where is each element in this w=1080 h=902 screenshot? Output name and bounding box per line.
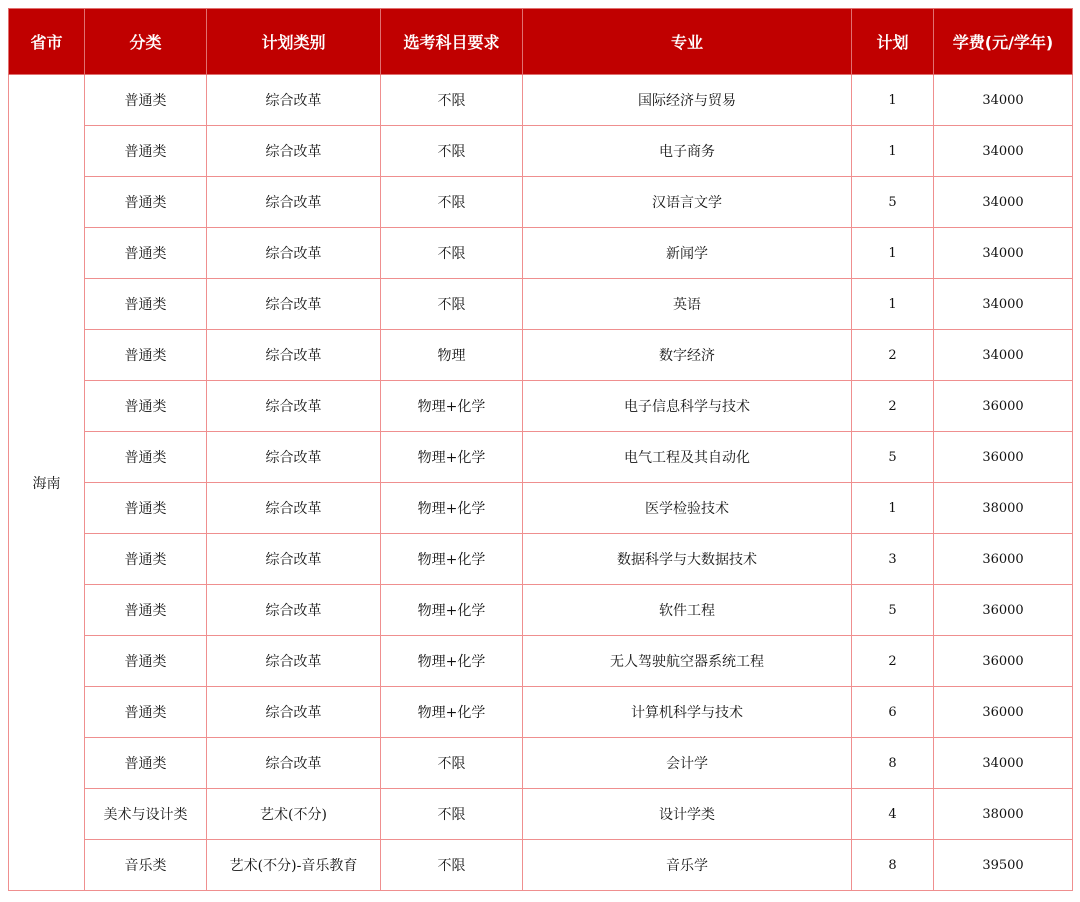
category-cell: 音乐类 bbox=[85, 840, 207, 891]
table-row bbox=[9, 585, 1073, 636]
plan-count-cell: 1 bbox=[852, 75, 934, 126]
major-cell: 电子信息科学与技术 bbox=[523, 381, 852, 432]
category-cell: 普通类 bbox=[85, 75, 207, 126]
major-cell: 英语 bbox=[523, 279, 852, 330]
category-cell: 普通类 bbox=[85, 126, 207, 177]
table-row bbox=[9, 279, 1073, 330]
plan-type-cell: 综合改革 bbox=[207, 738, 381, 789]
category-cell: 美术与设计类 bbox=[85, 789, 207, 840]
plan-type-cell: 综合改革 bbox=[207, 432, 381, 483]
major-cell: 国际经济与贸易 bbox=[523, 75, 852, 126]
subject-requirement-cell: 物理+化学 bbox=[381, 585, 523, 636]
category-cell: 普通类 bbox=[85, 483, 207, 534]
subject-requirement-cell: 物理+化学 bbox=[381, 636, 523, 687]
category-cell: 普通类 bbox=[85, 177, 207, 228]
category-cell: 普通类 bbox=[85, 381, 207, 432]
plan-type-cell: 综合改革 bbox=[207, 636, 381, 687]
table-row bbox=[9, 177, 1073, 228]
plan-count-cell: 3 bbox=[852, 534, 934, 585]
plan-type-cell: 综合改革 bbox=[207, 687, 381, 738]
subject-requirement-cell: 不限 bbox=[381, 177, 523, 228]
subject-requirement-cell: 不限 bbox=[381, 789, 523, 840]
header-plan-type: 计划类别 bbox=[207, 9, 381, 75]
subject-requirement-cell: 不限 bbox=[381, 738, 523, 789]
plan-count-cell: 8 bbox=[852, 738, 934, 789]
major-cell: 无人驾驶航空器系统工程 bbox=[523, 636, 852, 687]
plan-count-cell: 2 bbox=[852, 330, 934, 381]
tuition-cell: 38000 bbox=[934, 789, 1073, 840]
major-cell: 软件工程 bbox=[523, 585, 852, 636]
table-header bbox=[9, 9, 1073, 75]
plan-count-cell: 1 bbox=[852, 228, 934, 279]
plan-type-cell: 综合改革 bbox=[207, 177, 381, 228]
header-major: 专业 bbox=[523, 9, 852, 75]
header-row bbox=[9, 9, 1073, 75]
plan-type-cell: 综合改革 bbox=[207, 381, 381, 432]
table-row bbox=[9, 687, 1073, 738]
table-row bbox=[9, 840, 1073, 891]
tuition-cell: 34000 bbox=[934, 228, 1073, 279]
plan-count-cell: 2 bbox=[852, 381, 934, 432]
header-category: 分类 bbox=[85, 9, 207, 75]
table-row bbox=[9, 738, 1073, 789]
category-cell: 普通类 bbox=[85, 534, 207, 585]
tuition-cell: 36000 bbox=[934, 687, 1073, 738]
category-cell: 普通类 bbox=[85, 228, 207, 279]
category-cell: 普通类 bbox=[85, 279, 207, 330]
province-cell: 海南 bbox=[9, 75, 85, 891]
tuition-cell: 38000 bbox=[934, 483, 1073, 534]
subject-requirement-cell: 物理+化学 bbox=[381, 381, 523, 432]
plan-type-cell: 综合改革 bbox=[207, 483, 381, 534]
subject-requirement-cell: 不限 bbox=[381, 75, 523, 126]
category-cell: 普通类 bbox=[85, 330, 207, 381]
plan-count-cell: 2 bbox=[852, 636, 934, 687]
tuition-cell: 34000 bbox=[934, 279, 1073, 330]
table-row bbox=[9, 483, 1073, 534]
subject-requirement-cell: 不限 bbox=[381, 840, 523, 891]
plan-count-cell: 5 bbox=[852, 585, 934, 636]
tuition-cell: 39500 bbox=[934, 840, 1073, 891]
header-subject-requirement: 选考科目要求 bbox=[381, 9, 523, 75]
plan-type-cell: 综合改革 bbox=[207, 330, 381, 381]
header-tuition: 学费(元/学年) bbox=[934, 9, 1073, 75]
major-cell: 数据科学与大数据技术 bbox=[523, 534, 852, 585]
subject-requirement-cell: 不限 bbox=[381, 228, 523, 279]
tuition-cell: 36000 bbox=[934, 432, 1073, 483]
major-cell: 设计学类 bbox=[523, 789, 852, 840]
major-cell: 新闻学 bbox=[523, 228, 852, 279]
table-body bbox=[9, 75, 1073, 891]
subject-requirement-cell: 物理 bbox=[381, 330, 523, 381]
plan-count-cell: 1 bbox=[852, 126, 934, 177]
table-row bbox=[9, 228, 1073, 279]
plan-count-cell: 5 bbox=[852, 177, 934, 228]
header-province: 省市 bbox=[9, 9, 85, 75]
major-cell: 会计学 bbox=[523, 738, 852, 789]
table-row bbox=[9, 534, 1073, 585]
table-row bbox=[9, 381, 1073, 432]
major-cell: 计算机科学与技术 bbox=[523, 687, 852, 738]
major-cell: 电气工程及其自动化 bbox=[523, 432, 852, 483]
table-row bbox=[9, 432, 1073, 483]
category-cell: 普通类 bbox=[85, 585, 207, 636]
subject-requirement-cell: 物理+化学 bbox=[381, 432, 523, 483]
plan-type-cell: 综合改革 bbox=[207, 75, 381, 126]
tuition-cell: 34000 bbox=[934, 177, 1073, 228]
subject-requirement-cell: 物理+化学 bbox=[381, 483, 523, 534]
category-cell: 普通类 bbox=[85, 636, 207, 687]
plan-type-cell: 综合改革 bbox=[207, 534, 381, 585]
subject-requirement-cell: 不限 bbox=[381, 126, 523, 177]
plan-type-cell: 艺术(不分)-音乐教育 bbox=[207, 840, 381, 891]
tuition-cell: 34000 bbox=[934, 330, 1073, 381]
major-cell: 电子商务 bbox=[523, 126, 852, 177]
tuition-cell: 36000 bbox=[934, 381, 1073, 432]
table-row bbox=[9, 789, 1073, 840]
table-row bbox=[9, 636, 1073, 687]
plan-count-cell: 5 bbox=[852, 432, 934, 483]
tuition-cell: 36000 bbox=[934, 636, 1073, 687]
subject-requirement-cell: 物理+化学 bbox=[381, 534, 523, 585]
subject-requirement-cell: 物理+化学 bbox=[381, 687, 523, 738]
major-cell: 汉语言文学 bbox=[523, 177, 852, 228]
admission-plan-table-container bbox=[8, 8, 1072, 891]
major-cell: 医学检验技术 bbox=[523, 483, 852, 534]
plan-type-cell: 综合改革 bbox=[207, 126, 381, 177]
plan-type-cell: 综合改革 bbox=[207, 585, 381, 636]
plan-count-cell: 4 bbox=[852, 789, 934, 840]
major-cell: 数字经济 bbox=[523, 330, 852, 381]
plan-type-cell: 综合改革 bbox=[207, 279, 381, 330]
tuition-cell: 34000 bbox=[934, 126, 1073, 177]
table-row bbox=[9, 126, 1073, 177]
header-plan-count: 计划 bbox=[852, 9, 934, 75]
subject-requirement-cell: 不限 bbox=[381, 279, 523, 330]
tuition-cell: 36000 bbox=[934, 585, 1073, 636]
plan-type-cell: 综合改革 bbox=[207, 228, 381, 279]
plan-type-cell: 艺术(不分) bbox=[207, 789, 381, 840]
table-row bbox=[9, 75, 1073, 126]
plan-count-cell: 1 bbox=[852, 483, 934, 534]
plan-count-cell: 6 bbox=[852, 687, 934, 738]
major-cell: 音乐学 bbox=[523, 840, 852, 891]
plan-count-cell: 1 bbox=[852, 279, 934, 330]
table-row bbox=[9, 330, 1073, 381]
category-cell: 普通类 bbox=[85, 432, 207, 483]
tuition-cell: 36000 bbox=[934, 534, 1073, 585]
category-cell: 普通类 bbox=[85, 738, 207, 789]
admission-plan-table bbox=[8, 8, 1073, 891]
tuition-cell: 34000 bbox=[934, 738, 1073, 789]
plan-count-cell: 8 bbox=[852, 840, 934, 891]
tuition-cell: 34000 bbox=[934, 75, 1073, 126]
category-cell: 普通类 bbox=[85, 687, 207, 738]
